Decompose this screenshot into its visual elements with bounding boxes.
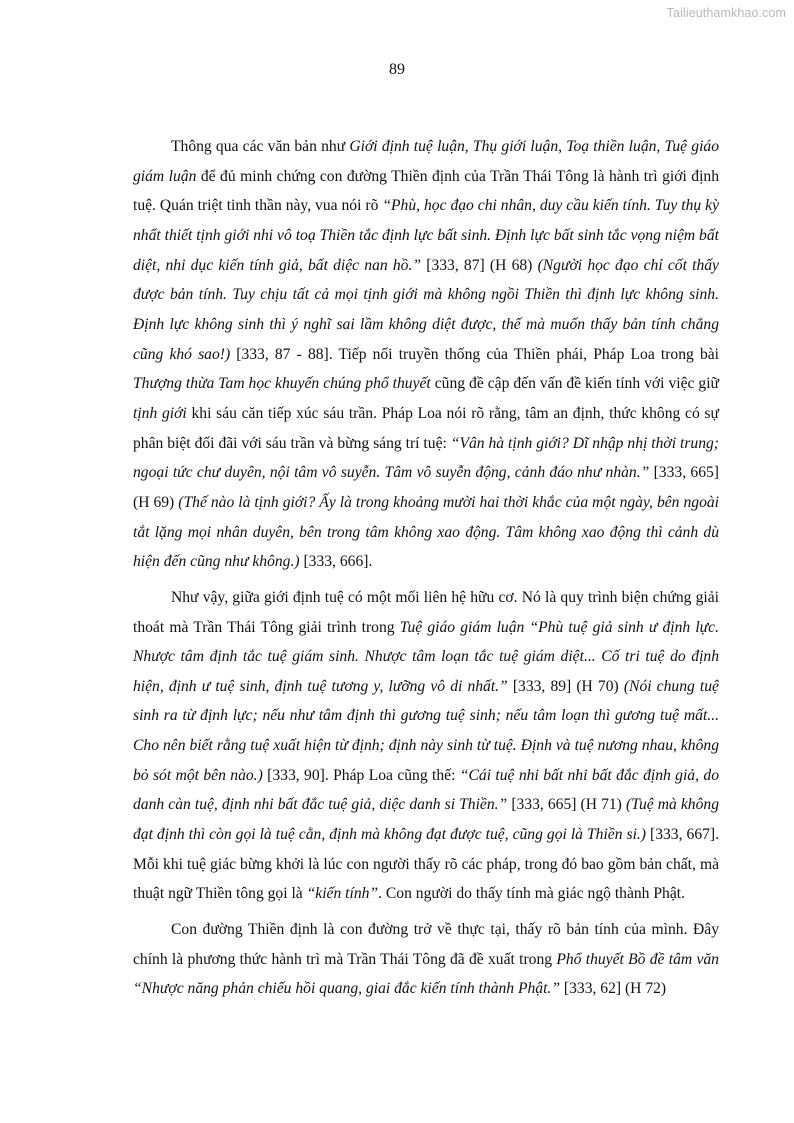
- text-run: [333, 89] (H 70): [507, 677, 624, 695]
- paragraph: [133, 132, 719, 577]
- text-run: để đủ minh chứng con đường Thiền định của Trần Thái Tông là hành trì giới định tuệ. Quán triệt tinh thần này, vua nói rõ: [133, 167, 719, 215]
- text-run: [333, 87] (H 68): [421, 256, 538, 274]
- text-run: Con đường Thiền định là con đường trở về thực tại, thấy rõ bản tính của mình. Đây chính là phương thức hành trì mà Trần Thái Tông đã đề xuất trong: [133, 921, 719, 968]
- italic-text: Giới định tuệ luận, Thụ giới luận, Toạ thiền luận, Tuệ giáo giám luận: [133, 138, 719, 185]
- text-run: [333, 62] (H 72): [560, 980, 667, 998]
- text-run: . Con người do thấy tính mà giác ngộ thành Phật.: [378, 885, 685, 903]
- italic-text: “Cái tuệ nhi bất nhi bất đắc định giả, do danh càn tuệ, định nhi bất đắc tuệ giả, diệc danh si Thiền.”: [133, 766, 719, 814]
- body-text: [133, 132, 719, 1010]
- italic-text: Thượng thừa Tam học khuyến chúng phổ thuyết: [133, 375, 431, 393]
- page-number: 89: [389, 61, 405, 78]
- text-run: Như vậy, giữa giới định tuệ có một mối liên hệ hữu cơ. Nó là quy trình biện chứng giải thoát mà Trần Thái Tông giải trình trong: [133, 588, 719, 636]
- text-run: [333, 87 - 88]. Tiếp nối truyền thống của Thiền phái, Pháp Loa trong bài: [230, 345, 719, 363]
- watermark: Tailieuthamkhao.com: [666, 6, 786, 20]
- paragraph: [133, 915, 719, 1004]
- italic-text: Tuệ giáo giám luận “Phù tuệ giả sinh ư định lực. Nhược tâm định tắc tuệ giám sinh. Nhược tâm loạn tắc tuệ giám diệt... Cố tri tuệ do định hiện, định ư tuệ sinh, định tuệ tương y, lưỡng vô di nhất.”: [133, 618, 719, 695]
- italic-text: (Người học đạo chỉ cốt thấy được bản tính. Tuy chịu tất cả mọi tịnh giới mà không ngồi Thiền thì định lực không sinh. Định lực không sinh thì ý nghĩ sai lầm không diệt được, thế mà muốn thấy bản tính chẳng cũng khó sao!): [133, 256, 719, 363]
- italic-text: (Thế nào là tịnh giới? Ấy là trong khoảng mười hai thời khắc của một ngày, bên ngoài tắt lặng mọi nhân duyên, bên trong tâm không xao động. Tâm không xao động thì cảnh dù hiện đến cũng như không.): [133, 493, 719, 571]
- italic-text: (Tuệ mà không đạt định thì còn gọi là tuệ cằn, định mà không đạt được tuệ, cũng gọi là Thiền si.): [133, 796, 719, 844]
- italic-text: tịnh giới: [133, 404, 187, 422]
- paragraph: [133, 583, 719, 909]
- italic-text: Phổ thuyết Bồ đề tâm văn “Nhược năng phản chiếu hồi quang, giai đắc kiến tính thành Phật.”: [133, 950, 719, 998]
- text-run: [333, 666].: [299, 553, 373, 571]
- text-run: [333, 90]. Pháp Loa cũng thế:: [262, 766, 460, 784]
- italic-text: “kiến tính”: [306, 885, 379, 903]
- text-run: Thông qua các văn bản như: [171, 138, 350, 155]
- italic-text: “Vân hà tịnh giới? Dĩ nhập nhị thời trung; ngoại tức chư duyên, nội tâm vô suyễn. Tâm vô suyễn động, cảnh đáo như nhàn.”: [133, 434, 719, 482]
- text-run: [333, 665] (H 71): [507, 796, 626, 814]
- italic-text: (Nói chung tuệ sinh ra từ định lực; nếu như tâm định thì gương tuệ sinh; nếu tâm loạn thì gương tuệ mất... Cho nên biết rằng tuệ xuất hiện từ định; định này sinh từ tuệ. Định và tuệ nương nhau, không bỏ sót một bên nào.): [133, 677, 719, 784]
- text-run: khi sáu căn tiếp xúc sáu trần. Pháp Loa nói rõ rằng, tâm an định, thức không có sự phân biệt đối đãi với sáu trần và bừng sáng trí tuệ:: [133, 404, 719, 452]
- text-run: [333, 667]. Mỗi khi tuệ giác bừng khởi là lúc con người thấy rõ các pháp, trong đó bao gồm bản chất, mà thuật ngữ Thiền tông gọi là: [133, 826, 719, 903]
- text-run: [333, 665] (H 69): [133, 464, 719, 511]
- italic-text: “Phù, học đạo chi nhân, duy cầu kiến tính. Tuy thụ kỳ nhất thiết tịnh giới nhi vô toạ Thiền tắc định lực bất sinh. Định lực bất sinh tắc vọng niệm bất diệt, nhi dục kiến tính giả, bất diệc nan hồ.”: [133, 197, 719, 274]
- text-run: cũng đề cập đến vấn đề kiến tính với việc giữ: [430, 375, 719, 393]
